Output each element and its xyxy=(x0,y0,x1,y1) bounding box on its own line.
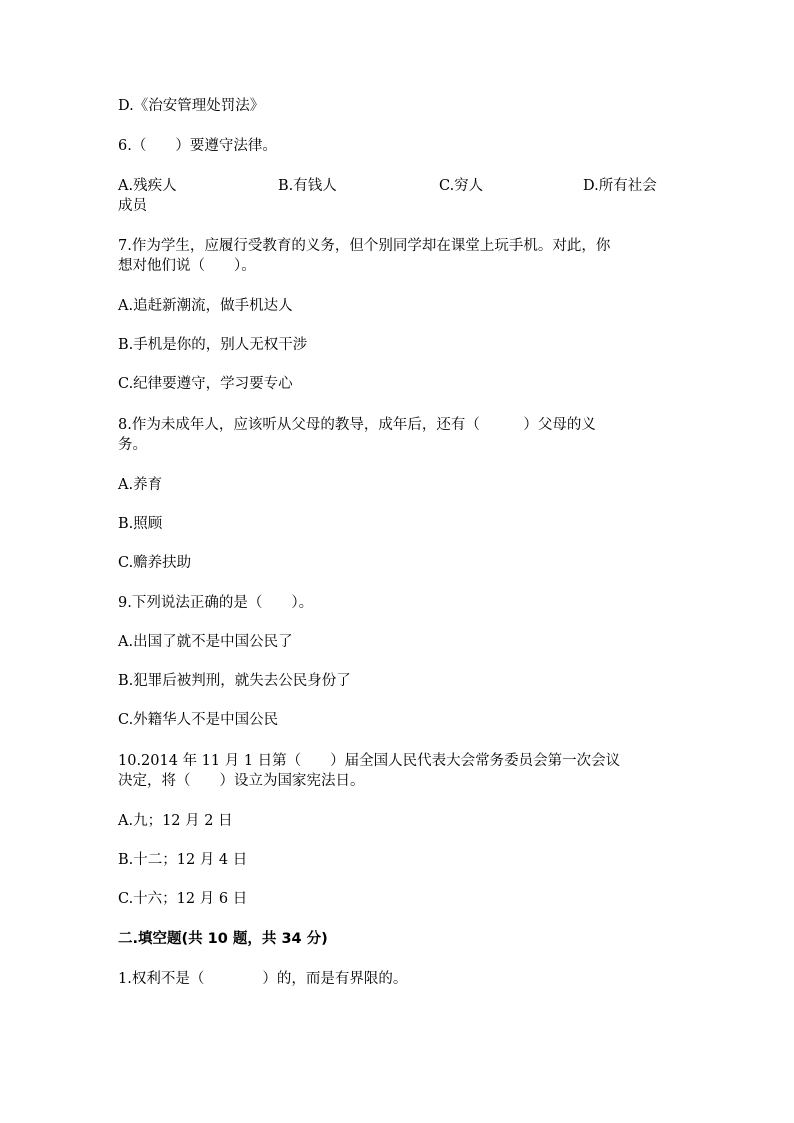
q8-stem-line1: 8.作为未成年人，应该听从父母的教导，成年后，还有（ ）父母的义 xyxy=(118,417,596,433)
fill-blank-q1: 1.权利不是（ ）的，而是有界限的。 xyxy=(118,971,408,987)
q10-option-a: A.九；12 月 2 日 xyxy=(118,813,233,829)
q8-option-a: A.养育 xyxy=(118,477,163,493)
q9-option-a: A.出国了就不是中国公民了 xyxy=(118,634,293,650)
q10-option-c: C.十六；12 月 6 日 xyxy=(118,891,248,907)
exam-page xyxy=(118,0,678,1123)
q8-option-b: B.照顾 xyxy=(118,516,163,532)
q7-option-a: A.追赶新潮流，做手机达人 xyxy=(118,298,293,314)
q6-option-d: D.所有社会 xyxy=(583,178,657,194)
q5-option-d: D.《治安管理处罚法》 xyxy=(118,98,265,114)
q7-stem-line2: 想对他们说（ ）。 xyxy=(118,258,256,274)
q7-stem-line1: 7.作为学生，应履行受教育的义务，但个别同学却在课堂上玩手机。对此，你 xyxy=(118,238,611,254)
q6-stem: 6.（ ）要遵守法律。 xyxy=(118,138,277,154)
q9-option-c: C.外籍华人不是中国公民 xyxy=(118,712,279,728)
q10-stem-line2: 决定，将（ ）设立为国家宪法日。 xyxy=(118,773,365,789)
q9-stem: 9.下列说法正确的是（ ）。 xyxy=(118,595,314,611)
q6-option-d-wrap: 成员 xyxy=(118,198,147,214)
q9-option-b: B.犯罪后被判刑，就失去公民身份了 xyxy=(118,673,351,689)
q6-option-c: C.穷人 xyxy=(439,178,484,194)
q7-option-c: C.纪律要遵守，学习要专心 xyxy=(118,376,293,392)
q7-option-b: B.手机是你的，别人无权干涉 xyxy=(118,337,308,353)
q8-stem-line2: 务。 xyxy=(118,437,147,453)
q10-stem-line1: 10.2014 年 11 月 1 日第（ ）届全国人民代表大会常务委员会第一次会议 xyxy=(118,753,621,769)
q8-option-c: C.赡养扶助 xyxy=(118,555,192,571)
q6-option-b: B.有钱人 xyxy=(278,178,337,194)
q6-options xyxy=(118,176,666,218)
section-heading-fill-blank: 二.填空题(共 10 题，共 34 分) xyxy=(118,931,328,947)
q6-option-a: A.残疾人 xyxy=(118,178,177,194)
q10-option-b: B.十二；12 月 4 日 xyxy=(118,852,248,868)
